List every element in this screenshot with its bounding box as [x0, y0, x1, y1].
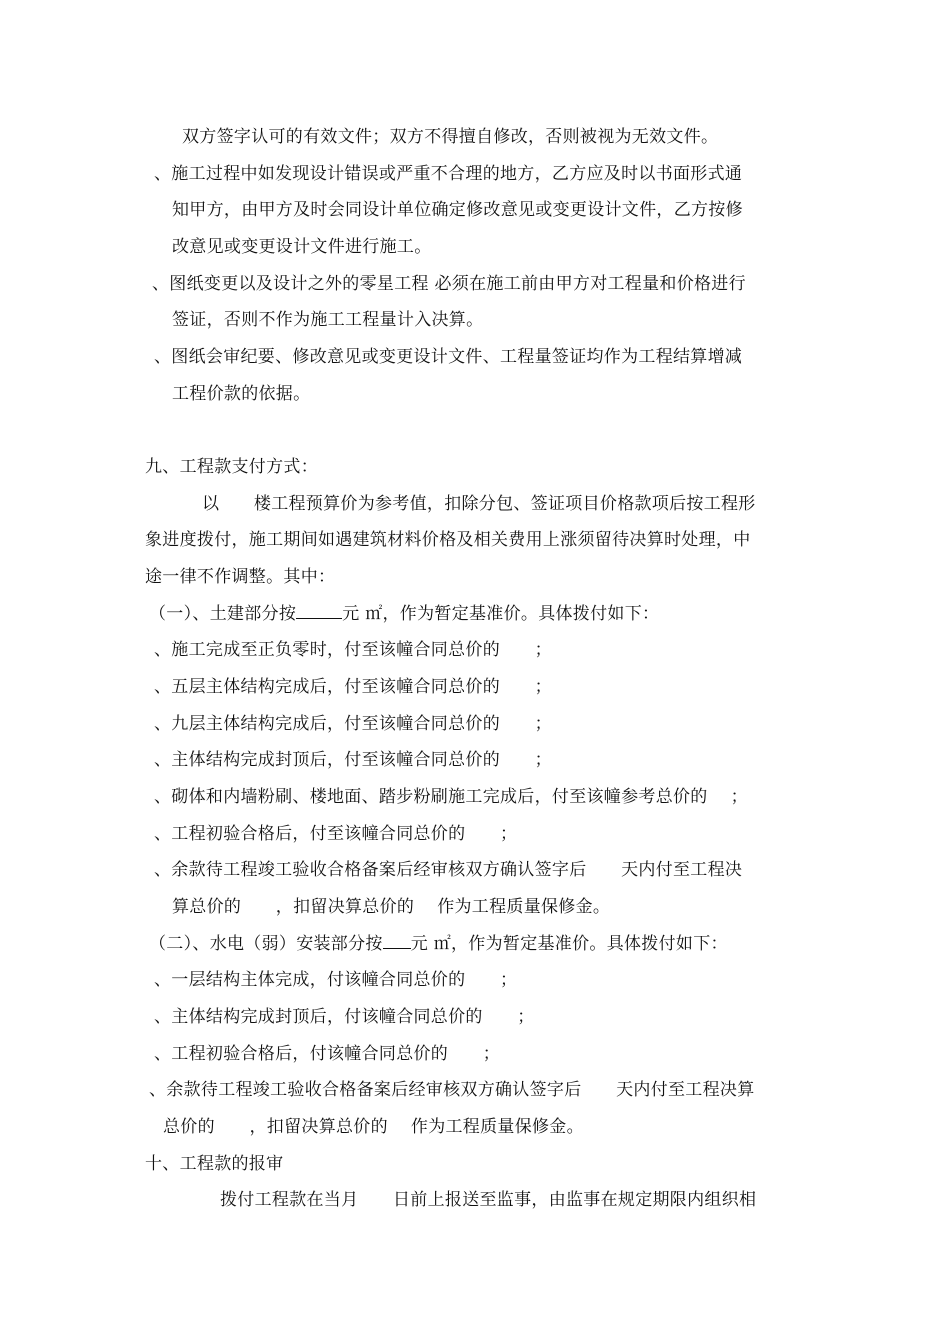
blank-field — [383, 934, 411, 949]
text-line: 、施工完成至正负零时，付至该幢合同总价的 ； — [154, 640, 552, 660]
text-line: 以 楼工程预算价为参考值，扣除分包、签证项目价格款项后按工程形 — [202, 494, 756, 514]
text-line: 总价的 ，扣留决算总价的 作为工程质量保修金。 — [163, 1117, 584, 1137]
text-line: 、一层结构主体完成，付该幢合同总价的 ； — [154, 970, 518, 990]
text-line: 、工程初验合格后，付该幢合同总价的 ； — [154, 1044, 500, 1064]
text-line: 算总价的 ，扣留决算总价的 作为工程质量保修金。 — [172, 897, 611, 917]
text-line: 、余款待工程竣工验收合格备案后经审核双方确认签字后 天内付至工程决 — [154, 860, 743, 880]
electrical-basis-line — [149, 933, 728, 955]
text-line: 、九层主体结构完成后，付至该幢合同总价的 ； — [154, 714, 552, 734]
civil-basis-line — [149, 603, 659, 625]
text-line: 工程价款的依据。 — [172, 384, 311, 404]
text-line: 象进度拨付，施工期间如遇建筑材料价格及相关费用上涨须留待决算时处理，中 — [145, 530, 751, 550]
text-line: 、图纸变更以及设计之外的零星工程 必须在施工前由甲方对工程量和价格进行 — [152, 274, 746, 294]
text-line: 、图纸会审纪要、修改意见或变更设计文件、工程量签证均作为工程结算增减 — [154, 347, 743, 367]
text-line: 双方签字认可的有效文件；双方不得擅自修改，否则被视为无效文件。 — [182, 127, 719, 147]
text-line: 改意见或变更设计文件进行施工。 — [172, 237, 432, 257]
text-line: 签证，否则不作为施工工程量计入决算。 — [172, 310, 484, 330]
text-line: 知甲方，由甲方及时会同设计单位确定修改意见或变更设计文件，乙方按修 — [172, 200, 743, 220]
text-line: 、余款待工程竣工验收合格备案后经审核双方确认签字后 天内付至工程决算 — [149, 1080, 755, 1100]
text-line: 、工程初验合格后，付至该幢合同总价的 ； — [154, 824, 518, 844]
text-line: 、主体结构完成封顶后，付该幢合同总价的 ； — [154, 1007, 535, 1027]
text-line: 拨付工程款在当月 日前上报送至监事，由监事在规定期限内组织相 — [220, 1190, 757, 1210]
text-line: 、砌体和内墙粉刷、楼地面、踏步粉刷施工完成后，付至该幢参考总价的 ； — [154, 787, 748, 807]
electrical-basis-suffix: 元 ㎡，作为暂定基准价。具体拨付如下： — [410, 934, 728, 954]
text-line: 、五层主体结构完成后，付至该幢合同总价的 ； — [154, 677, 552, 697]
blank-field — [296, 604, 342, 619]
section-heading: 九、工程款支付方式： — [145, 457, 318, 477]
civil-basis-prefix: （一）、土建部分按 — [149, 604, 297, 624]
text-line: 、施工过程中如发现设计错误或严重不合理的地方，乙方应及时以书面形式通 — [154, 164, 743, 184]
section-heading: 十、工程款的报审 — [145, 1154, 284, 1174]
text-line: 、主体结构完成封顶后，付至该幢合同总价的 ； — [154, 750, 552, 770]
civil-basis-suffix: 元 ㎡，作为暂定基准价。具体拨付如下： — [342, 604, 660, 624]
text-line: 途一律不作调整。其中： — [145, 567, 336, 587]
electrical-basis-prefix: （二）、水电（弱）安装部分按 — [149, 934, 383, 954]
